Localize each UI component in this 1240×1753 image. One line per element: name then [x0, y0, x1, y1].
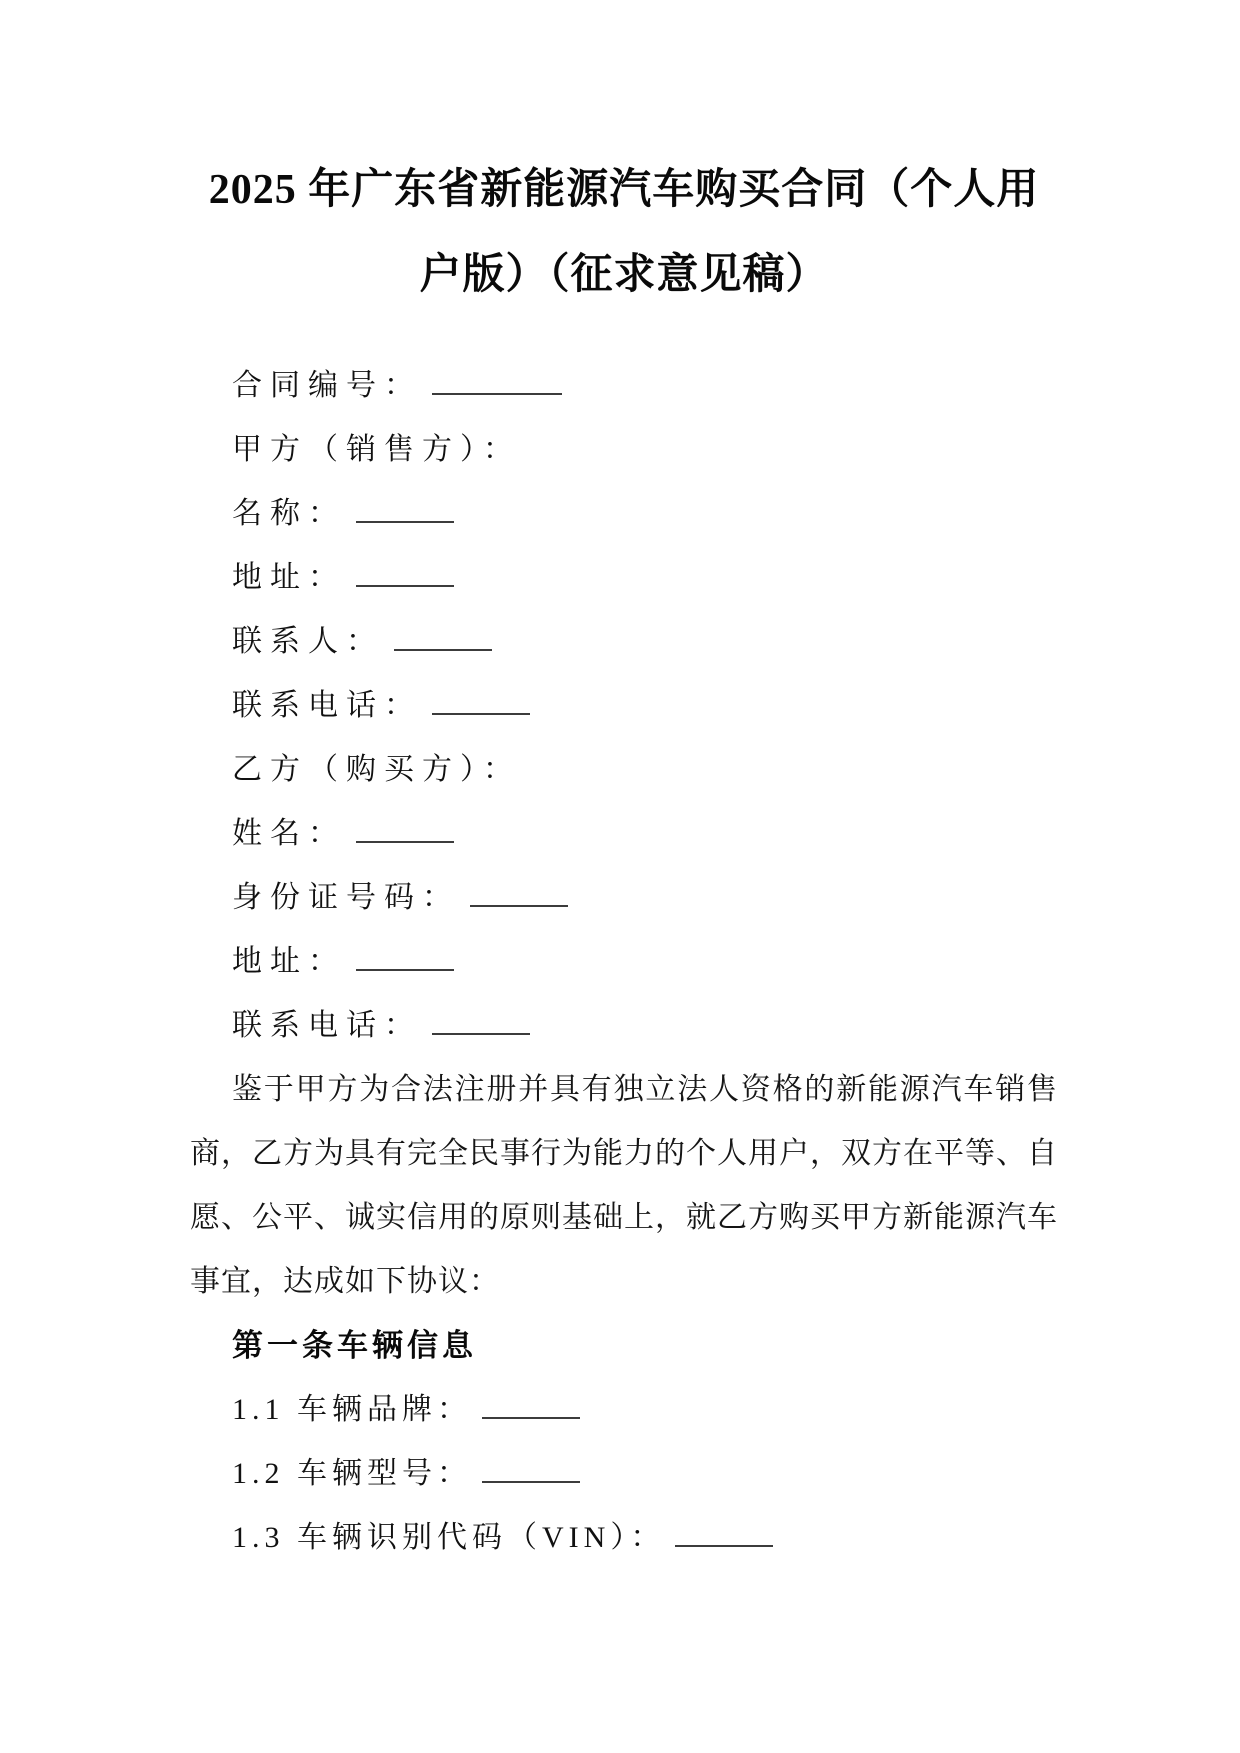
field-party-b-header — [190, 738, 1058, 802]
blank-line-party-a-address — [356, 555, 454, 587]
field-party-a-address — [190, 546, 1058, 610]
field-label: 乙方（购买方）： — [232, 753, 521, 786]
field-party-b-name — [190, 802, 1058, 866]
blank-line-contract-number — [432, 363, 562, 395]
blank-line-party-b-name — [356, 811, 454, 843]
item-vehicle-brand — [190, 1378, 1058, 1442]
item-label: 1.2 车辆型号： — [232, 1457, 472, 1490]
field-contract-number — [190, 354, 1058, 418]
field-party-a-name — [190, 482, 1058, 546]
field-label: 联系电话： — [232, 1009, 422, 1042]
field-party-a-phone — [190, 674, 1058, 738]
blank-line-party-a-phone — [432, 683, 530, 715]
field-label: 身份证号码： — [232, 881, 460, 914]
item-label: 1.1 车辆品牌： — [232, 1393, 472, 1426]
item-vehicle-vin — [190, 1506, 1058, 1570]
field-label: 地址： — [232, 945, 346, 978]
blank-line-party-a-contact-person — [394, 619, 492, 651]
blank-line-party-b-address — [356, 939, 454, 971]
field-party-a-contact-person — [190, 610, 1058, 674]
blank-line-vehicle-model — [482, 1451, 580, 1483]
field-label: 名称： — [232, 497, 346, 530]
blank-line-party-b-phone — [432, 1003, 530, 1035]
document-body — [190, 354, 1058, 1570]
field-label: 姓名： — [232, 817, 346, 850]
item-vehicle-model — [190, 1442, 1058, 1506]
item-label: 1.3 车辆识别代码（VIN）： — [232, 1521, 666, 1554]
blank-line-party-b-id-number — [470, 875, 568, 907]
field-label: 甲方（销售方）： — [232, 433, 521, 466]
blank-line-party-a-name — [356, 491, 454, 523]
field-label: 联系电话： — [232, 689, 422, 722]
field-party-b-address — [190, 930, 1058, 994]
field-label: 合同编号： — [232, 369, 422, 402]
blank-line-vehicle-brand — [482, 1387, 580, 1419]
section-1-heading: 第一条车辆信息 — [232, 1328, 477, 1363]
field-party-a-header — [190, 418, 1058, 482]
field-party-b-phone — [190, 994, 1058, 1058]
document-title: 2025 年广东省新能源汽车购买合同（个人用户版）（征求意见稿） — [208, 167, 1040, 298]
field-party-b-id-number — [190, 866, 1058, 930]
preamble-paragraph: 鉴于甲方为合法注册并具有独立法人资格的新能源汽车销售商，乙方为具有完全民事行为能力的个人用户，双方在平等、自愿、公平、诚实信用的原则基础上，就乙方购买甲方新能源汽车事宜，达成如下协议： — [190, 1073, 1058, 1298]
blank-line-vehicle-vin — [675, 1515, 773, 1547]
field-label: 联系人： — [232, 625, 384, 658]
field-label: 地址： — [232, 561, 346, 594]
